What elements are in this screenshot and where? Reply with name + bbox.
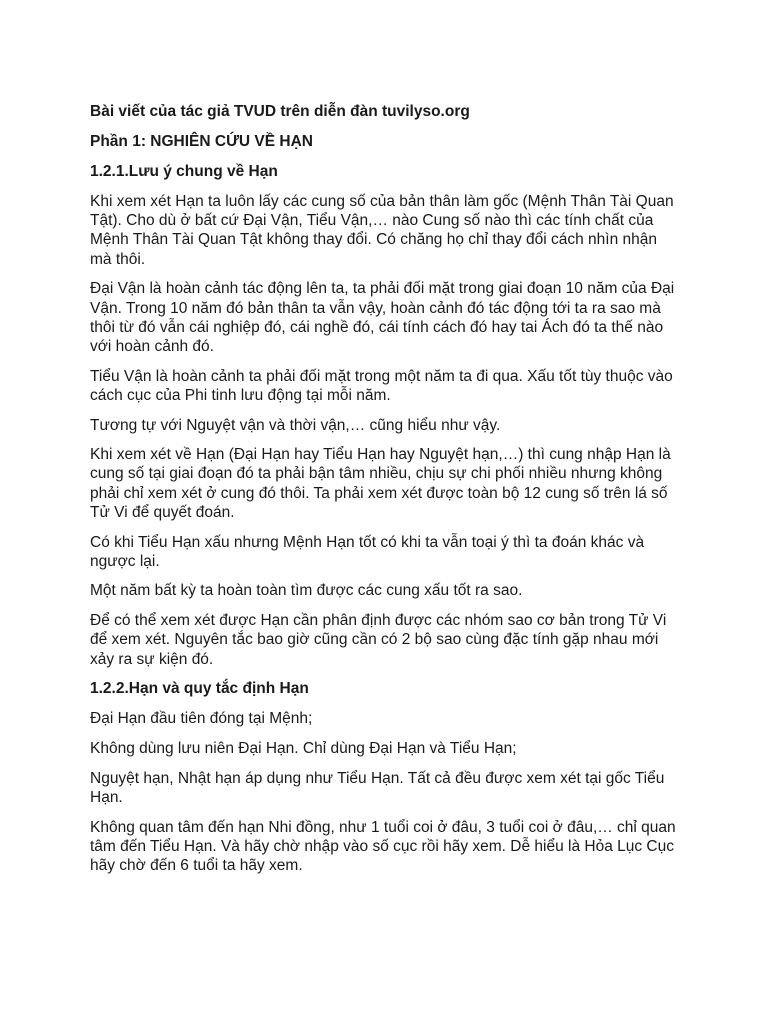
paragraph: Để có thể xem xét được Hạn cần phân định được các nhóm sao cơ bản trong Tử Vi để xem xét. Nguyên tắc bao giờ cũng cần có 2 bộ sao cùng đặc tính gặp nhau mới xảy ra sự kiện đó.	[90, 612, 667, 668]
section-heading-rules: 1.2.2.Hạn và quy tắc định Hạn	[90, 680, 309, 698]
paragraph: Tiểu Vận là hoàn cảnh ta phải đối mặt trong một năm ta đi qua. Xấu tốt tùy thuộc vào cách cục của Phi tinh lưu động tại mỗi năm.	[90, 367, 673, 404]
paragraph: Không quan tâm đến hạn Nhi đồng, như 1 tuổi coi ở đâu, 3 tuổi coi ở đâu,… chỉ quan tâm đến Tiểu Hạn. Và hãy chờ nhập vào số cục rồi hãy xem. Dễ hiểu là Hỏa Lục Cục hãy chờ đến 6 tuổi ta hãy xem.	[90, 818, 676, 874]
paragraph: Khi xem xét về Hạn (Đại Hạn hay Tiểu Hạn hay Nguyệt hạn,…) thì cung nhập Hạn là cung số tại giai đoạn đó ta phải bận tâm nhiều, chịu sự chi phối nhiều nhưng không phải chỉ xem xét ở cung đó thôi. Ta phải xem xét được toàn bộ 12 cung số trên lá số Tử Vi để quyết đoán.	[90, 446, 671, 521]
paragraph: Có khi Tiểu Hạn xấu nhưng Mệnh Hạn tốt có khi ta vẫn toại ý thì ta đoán khác và ngược lại.	[90, 533, 645, 570]
paragraph: Không dùng lưu niên Đại Hạn. Chỉ dùng Đại Hạn và Tiểu Hạn;	[90, 739, 517, 757]
paragraph: Tương tự với Nguyệt vận và thời vận,… cũng hiểu như vậy.	[90, 416, 501, 434]
paragraph: Nguyệt hạn, Nhật hạn áp dụng như Tiểu Hạn. Tất cả đều được xem xét tại gốc Tiểu Hạn.	[90, 769, 665, 806]
paragraph: Khi xem xét Hạn ta luôn lấy các cung số của bản thân làm gốc (Mệnh Thân Tài Quan Tật). Cho dù ở bất cứ Đại Vận, Tiểu Vận,… nào Cung số nào thì các tính chất của Mệnh Thân Tài Quan Tật không thay đổi. Có chăng họ chỉ thay đổi cách nhìn nhận mà thôi.	[90, 193, 674, 268]
section-heading-general-notes: 1.2.1.Lưu ý chung về Hạn	[90, 163, 278, 180]
document-title: Bài viết của tác giả TVUD trên diễn đàn tuvilyso.org	[90, 103, 470, 120]
part-heading: Phần 1: NGHIÊN CỨU VỀ HẠN	[90, 133, 313, 150]
paragraph: Đại Vận là hoàn cảnh tác động lên ta, ta phải đối mặt trong giai đoạn 10 năm của Đại Vận. Trong 10 năm đó bản thân ta vẫn vậy, hoàn cảnh đó tác động tới ta ra sao mà thôi từ đó vẫn cái nghiệp đó, cái nghề đó, cái tính cách đó hay tai Ách đó ta thế nào với hoàn cảnh đó.	[90, 280, 675, 355]
document-page	[90, 102, 680, 886]
paragraph: Đại Hạn đầu tiên đóng tại Mệnh;	[90, 710, 313, 728]
paragraph: Một năm bất kỳ ta hoàn toàn tìm được các cung xấu tốt ra sao.	[90, 582, 523, 600]
